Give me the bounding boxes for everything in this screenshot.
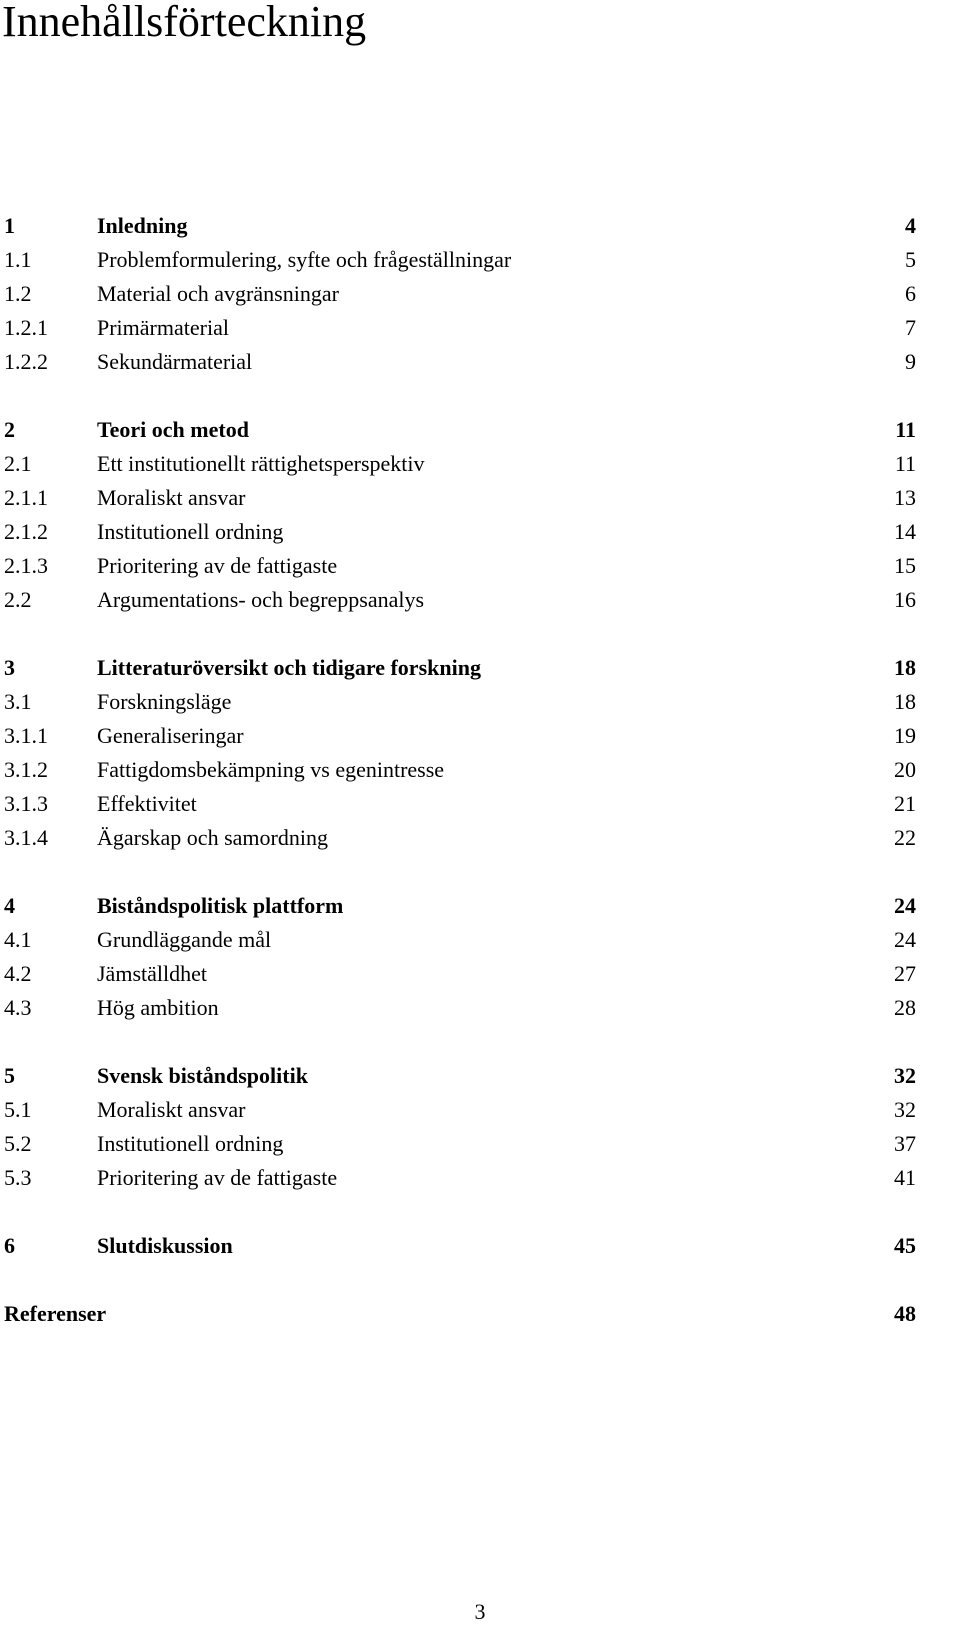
toc-entry-page: 11 — [895, 417, 916, 442]
toc-entry-number: 4.3 — [4, 995, 32, 1020]
toc-entry — [0, 584, 960, 616]
toc-entry-number: 1 — [4, 213, 15, 238]
toc-entry — [0, 210, 960, 242]
toc-entry — [0, 1128, 960, 1160]
toc-entry-page: 22 — [894, 825, 916, 850]
toc-entry-number: 2.1.1 — [4, 485, 48, 510]
toc-entry — [0, 958, 960, 990]
toc-entry-number: 2.1.3 — [4, 553, 48, 578]
toc-entry-number: 3.1.4 — [4, 825, 48, 850]
toc-entry-title: Problemformulering, syfte och frågeställningar — [97, 247, 512, 272]
toc-entry-title: Moraliskt ansvar — [97, 485, 246, 510]
toc-entry-page: 14 — [894, 519, 916, 544]
toc-entry — [0, 822, 960, 854]
toc-entry-title: Prioritering av de fattigaste — [97, 553, 338, 578]
toc-entry-page: 19 — [894, 723, 916, 748]
toc-entry-page: 16 — [894, 587, 916, 612]
toc-entry — [0, 550, 960, 582]
toc-entry-page: 18 — [894, 689, 916, 714]
toc-entry-title: Sekundärmaterial — [97, 349, 253, 374]
toc-entry — [0, 788, 960, 820]
toc-entry-page: 13 — [894, 485, 916, 510]
toc-entry — [0, 516, 960, 548]
toc-entry — [0, 346, 960, 378]
toc-entry — [0, 652, 960, 684]
toc-entry-number: 4.2 — [4, 961, 32, 986]
toc-entry-number: 5.3 — [4, 1165, 32, 1190]
toc-entry-page: 20 — [894, 757, 916, 782]
toc-entry — [0, 992, 960, 1024]
toc-entry-number: 4 — [4, 893, 15, 918]
toc-entry-page: 37 — [894, 1131, 916, 1156]
toc-entry-page: 28 — [894, 995, 916, 1020]
toc-entry — [0, 244, 960, 276]
toc-entry-title: Svensk biståndspolitik — [97, 1063, 308, 1088]
toc-entry-number: 2.2 — [4, 587, 32, 612]
toc-entry-number: 2.1.2 — [4, 519, 48, 544]
toc-entry-number: 2 — [4, 417, 15, 442]
toc-entry-number: 1.2.2 — [4, 349, 48, 374]
toc-entry — [0, 754, 960, 786]
toc-entry-page: 5 — [905, 247, 916, 272]
toc-entry-title: Material och avgränsningar — [97, 281, 339, 306]
toc-entry-page: 21 — [894, 791, 916, 816]
toc-entry-number: 1.1 — [4, 247, 32, 272]
toc-entry-page: 32 — [894, 1063, 916, 1088]
toc-entry-title: Ägarskap och samordning — [97, 825, 328, 850]
toc-entry — [0, 720, 960, 752]
toc-entry-title: Primärmaterial — [97, 315, 229, 340]
toc-entry-number: 3.1.3 — [4, 791, 48, 816]
toc-entry-page: 4 — [905, 213, 916, 238]
toc-entry-number: 3.1 — [4, 689, 32, 714]
toc-entry-number: 1.2.1 — [4, 315, 48, 340]
toc-entry-title: Hög ambition — [97, 995, 219, 1020]
toc-entry-title: Teori och metod — [97, 417, 249, 442]
toc-entry-page: 18 — [894, 655, 916, 680]
toc-entry-title: Biståndspolitisk plattform — [97, 893, 344, 918]
toc-entry-title: Institutionell ordning — [97, 519, 284, 544]
toc-entry-page: 11 — [894, 451, 916, 476]
toc-entry — [0, 482, 960, 514]
toc-entry-number: 3.1.1 — [4, 723, 48, 748]
toc-entry — [0, 1060, 960, 1092]
toc-entry-number: 6 — [4, 1233, 15, 1258]
toc-entry-number: 5.1 — [4, 1097, 32, 1122]
toc-entry-title: Moraliskt ansvar — [97, 1097, 246, 1122]
toc-entry-title: Ett institutionellt rättighetsperspektiv — [97, 451, 425, 476]
toc-entry — [0, 1094, 960, 1126]
toc-entry — [0, 1230, 960, 1262]
toc-entry-title: Effektivitet — [97, 791, 197, 816]
toc-entry — [0, 1162, 960, 1194]
toc-entry-title: Slutdiskussion — [97, 1233, 233, 1258]
toc-entry-page: 24 — [894, 927, 916, 952]
toc-entry-number: 2.1 — [4, 451, 32, 476]
toc-entry-number: 1.2 — [4, 281, 32, 306]
toc-entry-number: 3.1.2 — [4, 757, 48, 782]
page-title: Innehållsförteckning — [2, 0, 367, 46]
toc-entry — [0, 686, 960, 718]
toc-entry-page: 15 — [894, 553, 916, 578]
toc-entry-page: 27 — [894, 961, 916, 986]
toc-entry-page: 32 — [894, 1097, 916, 1122]
toc-entry-title: Litteraturöversikt och tidigare forskning — [97, 655, 481, 680]
toc-entry-title: Jämställdhet — [97, 961, 207, 986]
toc-entry-label: Referenser — [4, 1301, 107, 1326]
toc-entry-number: 4.1 — [4, 927, 32, 952]
toc-entry-page: 7 — [905, 315, 916, 340]
toc-entry-number: 5.2 — [4, 1131, 32, 1156]
toc-entry — [0, 924, 960, 956]
toc-entry — [0, 414, 960, 446]
toc-entry — [0, 448, 960, 480]
toc-entry-title: Institutionell ordning — [97, 1131, 284, 1156]
toc-entry — [0, 890, 960, 922]
toc-entry-page: 48 — [894, 1301, 916, 1326]
toc-entry-page: 6 — [905, 281, 916, 306]
toc-entry-page: 24 — [894, 893, 916, 918]
toc-entry-title: Argumentations- och begreppsanalys — [97, 587, 425, 612]
toc-entry-title: Grundläggande mål — [97, 927, 272, 952]
toc-entry-title: Fattigdomsbekämpning vs egenintresse — [97, 757, 445, 782]
toc-entry-title: Generaliseringar — [97, 723, 244, 748]
toc-entry-title: Forskningsläge — [97, 689, 232, 714]
toc-entry-title: Inledning — [97, 213, 188, 238]
toc-entry-page: 45 — [894, 1233, 916, 1258]
toc-entry — [0, 1298, 960, 1330]
toc-entry-number: 3 — [4, 655, 15, 680]
toc-entry-page: 41 — [894, 1165, 916, 1190]
toc-entry — [0, 278, 960, 310]
toc-entry-number: 5 — [4, 1063, 15, 1088]
toc-entry-title: Prioritering av de fattigaste — [97, 1165, 338, 1190]
toc-entry-page: 9 — [905, 349, 916, 374]
toc-entry — [0, 312, 960, 344]
page-number: 3 — [474, 1599, 486, 1624]
